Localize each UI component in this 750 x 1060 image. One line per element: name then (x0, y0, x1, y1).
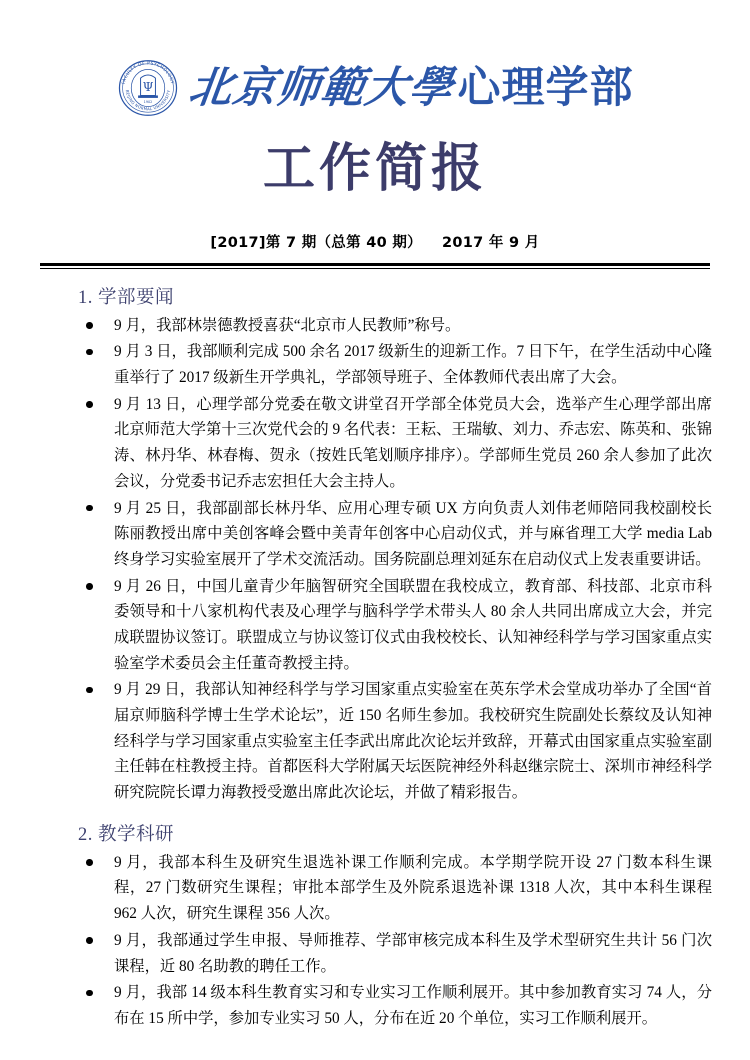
bullet-icon (86, 687, 93, 694)
list-item-text: 9 月，我部 14 级本科生教育实习和专业实习工作顺利展开。其中参加教育实习 74 人，分布在 15 所中学，参加专业实习 50 人，分布在近 20 个单位，实习工作顺利展开。 (114, 984, 712, 1027)
header-divider (40, 263, 710, 269)
list-item-text: 9 月 3 日，我部顺利完成 500 余名 2017 级新生的迎新工作。7 日下午，在学生活动中心隆重举行了 2017 级新生开学典礼，学部领导班子、全体教师代表出席了大会。 (114, 343, 712, 387)
svg-text:FACULTY OF PSYCHOLOGY: FACULTY OF PSYCHOLOGY (121, 61, 174, 85)
list-item-text: 9 月，我部林崇德教授喜获“北京市人民教师”称号。 (114, 316, 461, 334)
list-item-text: 9 月 26 日，中国儿童青少年脑智研究全国联盟在我校成立，教育部、科技部、北京市科委领导和十八家机构代表及心理学与脑科学学术带头人 80 余人共同出席成立大会，并完成联盟协议签订。联盟成立与协议签订仪式由我校校长、认知神经科学与学习国家重点实验室学术委员会主任董奇教授主持。 (114, 577, 712, 672)
section-title-2: 教学科研 (98, 824, 175, 845)
bullet-icon (86, 505, 93, 512)
issue-date: 2017 年 9 月 (441, 235, 540, 252)
section-heading-2 (78, 820, 712, 846)
svg-text:Ψ: Ψ (142, 79, 153, 95)
list-item-text: 9 月，我部本科生及研究生退选补课工作顺利完成。本学期学院开设 27 门数本科生课程，27 门数研究生课程；审批本部学生及外院系退选补课 1318 人次，其中本科生课程 962 人次，研究生课程 356 人次。 (114, 853, 712, 923)
bullet-icon (86, 349, 93, 356)
list-item (76, 850, 712, 927)
section-number-2: 2. (78, 824, 93, 845)
bullet-icon (86, 401, 93, 408)
list-item (76, 980, 712, 1031)
list-item-text: 9 月 25 日，我部副部长林丹华、应用心理专硕 UX 方向负责人刘伟老师陪同我校副校长陈丽教授出席中美创客峰会暨中美青年创客中心启动仪式，并与麻省理工大学 media Lab 终身学习实验室展开了学术交流活动。国务院副总理刘延东在启动仪式上发表重要讲话。 (114, 499, 712, 568)
bullet-icon (86, 937, 93, 944)
wordmark-block: 心理学部 (457, 62, 634, 113)
wordmark (185, 62, 634, 113)
section-heading-1 (78, 283, 712, 309)
list-item-text: 9 月，我部通过学生申报、导师推荐、学部审核完成本科生及学术型研究生共计 56 门次课程，近 80 名助教的聘任工作。 (114, 931, 712, 975)
list-item-text: 9 月 13 日，心理学部分党委在敬文讲堂召开学部全体党员大会，选举产生心理学部出席北京师范大学第十三次党代会的 9 名代表：王耘、王瑞敏、刘力、乔志宏、陈英和、张锦涛、林丹华、林春梅、贺永（按姓氏笔划顺序排序）。学部师生党员 260 余人参加了此次会议，分党委书记乔志宏担任大会主持人。 (114, 395, 712, 490)
masthead (38, 0, 712, 113)
page-title: 工作简报 (262, 138, 487, 199)
bullet-icon (86, 859, 93, 866)
list-item (76, 574, 712, 677)
university-seal-icon (117, 57, 179, 119)
bullet-icon (86, 583, 93, 590)
list-item (76, 677, 712, 805)
list-item (76, 339, 712, 390)
issue-number: [2017]第 7 期（总第 40 期） (210, 235, 422, 252)
bullet-icon (86, 322, 93, 329)
list-item (76, 928, 712, 979)
section-1-list (38, 313, 712, 806)
svg-text:1902: 1902 (143, 99, 152, 104)
list-item (76, 496, 712, 573)
bullet-icon (86, 990, 93, 997)
list-item (76, 313, 712, 339)
svg-text:BEIJING NORMAL UNIVERSITY: BEIJING NORMAL UNIVERSITY (124, 89, 171, 112)
issue-line (38, 231, 712, 252)
list-item (76, 392, 712, 495)
wordmark-script: 北京师範大學 (185, 64, 456, 112)
section-2-list (38, 850, 712, 1032)
list-item-text: 9 月 29 日，我部认知神经科学与学习国家重点实验室在英东学术会堂成功举办了全国“首届京师脑科学博士生学术论坛”，近 150 名师生参加。我校研究生院副处长蔡纹及认知神经科学与学习国家重点实验室主任李武出席此次论坛并致辞，开幕式由国家重点实验室副主任韩在柱教授主持。首都医科大学附属天坛医院神经外科赵继宗院士、深圳市神经科学研究院院长谭力海教授受邀出席此次论坛，并做了精彩报告。 (114, 681, 712, 802)
section-number-1: 1. (78, 287, 93, 308)
section-title-1: 学部要闻 (98, 287, 175, 308)
